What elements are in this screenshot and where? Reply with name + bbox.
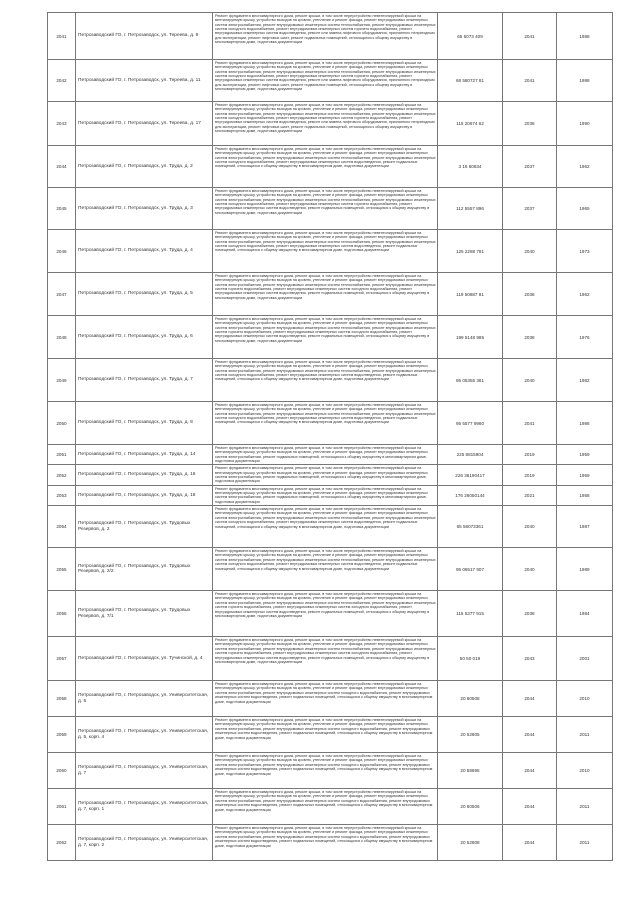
address-cell: Петрозаводский ГО, г. Петрозаводск, ул. Тереева, д. 9 — [76, 13, 213, 60]
work-description-cell: Ремонт фундамента многоквартирного дома, ремонт крыши, в том числе переустройство невентилируемой крыши на вентилируемую крышу, устройство выходов на кровлю, утепление и ремонт фасада, ремонт внутридомовых инженерных систем электроснабжения, ремонт внутридомовых инженерных систем теплоснабжения, ремонт внутридомовых инженерных систем горячего водоснабжения, ремонт внутридомовых инженерных систем холодного водоснабжения, ремонт внутридомовых инженерных систем водоотведения, ремонт подвальных помещений, относящихся к общему имуществу в многоквартирном доме, подготовка документации — [213, 316, 438, 359]
cost-cell: 119 50887 81 — [438, 273, 503, 316]
build-year-cell: 2011 — [557, 789, 613, 825]
build-year-cell: 2010 — [557, 753, 613, 789]
row-number: 2050 — [48, 402, 76, 445]
table-row — [48, 146, 613, 188]
work-description-cell: Ремонт фундамента многоквартирного дома, ремонт крыши, в том числе переустройство невентилируемой крыши на вентилируемую крышу, устройство выходов на кровлю, утепление и ремонт фасада, ремонт внутридомовых инженерных систем электроснабжения, ремонт внутридомовых инженерных систем теплоснабжения, ремонт внутридомовых инженерных систем холодного водоснабжения, ремонт внутридомовых инженерных систем горячего водоснабжения, ремонт внутридомовых инженерных систем водоотведения, ремонт подвальных помещений, относящихся к общему имуществу в многоквартирном доме, подготовка документации — [213, 188, 438, 230]
address-cell: Петрозаводский ГО, г. Петрозаводск, ул. Труда, д. 4 — [76, 230, 213, 273]
table-body — [48, 13, 613, 861]
row-number: 2047 — [48, 273, 76, 316]
table-row — [48, 445, 613, 465]
work-description-cell: Ремонт фундамента многоквартирного дома, ремонт крыши, в том числе переустройство невентилируемой крыши на вентилируемую крышу, устройство выходов на кровлю, утепление и ремонт фасада, ремонт внутридомовых инженерных систем электроснабжения, ремонт внутридомовых инженерных систем теплоснабжения, ремонт внутридомовых инженерных систем холодного водоснабжения, ремонт внутридомовых инженерных систем горячего водоснабжения, ремонт внутридомовых инженерных систем водоотведения, ремонт или замена лифтового оборудования, признанного непригодным для эксплуатации, ремонт лифтовых шахт, ремонт подвальных помещений, относящихся к общему имуществу в многоквартирном доме, подготовка документации — [213, 60, 438, 102]
build-year-cell: 1982 — [557, 359, 613, 402]
table-row — [48, 753, 613, 789]
planned-year-cell: 2044 — [503, 681, 557, 717]
cost-cell: 68 580727 81 — [438, 60, 503, 102]
build-year-cell: 1988 — [557, 60, 613, 102]
planned-year-cell: 2037 — [503, 188, 557, 230]
planned-year-cell: 2044 — [503, 753, 557, 789]
address-cell: Петрозаводский ГО, г. Петрозаводск, ул. Тереева, д. 11 — [76, 60, 213, 102]
planned-year-cell: 2019 — [503, 445, 557, 465]
address-cell: Петрозаводский ГО, г. Петрозаводск, ул. Труда, д. 5 — [76, 273, 213, 316]
address-cell: Петрозаводский ГО, г. Петрозаводск, ул. Университетская, д. 7, корп. 2 — [76, 825, 213, 861]
address-cell: Петрозаводский ГО, г. Петрозаводск, ул. Труда, д. 14 — [76, 445, 213, 465]
planned-year-cell: 2040 — [503, 548, 557, 591]
cost-cell: 20 60506 — [438, 789, 503, 825]
work-description-cell: Ремонт фундамента многоквартирного дома, ремонт крыши, в том числе переустройство невентилируемой крыши на вентилируемую крышу, устройство выходов на кровлю, утепление и ремонт фасада, ремонт внутридомовых инженерных систем электроснабжения, ремонт подвальных помещений, относящихся к общему имуществу в многоквартирном доме, подготовка документации — [213, 485, 438, 505]
planned-year-cell: 2037 — [503, 146, 557, 188]
work-description-cell: Ремонт фундамента многоквартирного дома, ремонт крыши, в том числе переустройство невентилируемой крыши на вентилируемую крышу, устройство выходов на кровлю, утепление и ремонт фасада, ремонт внутридомовых инженерных систем электроснабжения, ремонт внутридомовых инженерных систем холодного водоснабжения, ремонт внутридомовых инженерных систем водоотведения, ремонт подвальных помещений, относящихся к общему имуществу в многоквартирном доме, подготовка документации — [213, 753, 438, 789]
work-description-cell: Ремонт фундамента многоквартирного дома, ремонт крыши, в том числе переустройство невентилируемой крыши на вентилируемую крышу, устройство выходов на кровлю, утепление и ремонт фасада, ремонт внутридомовых инженерных систем электроснабжения, ремонт внутридомовых инженерных систем холодного водоснабжения, ремонт внутридомовых инженерных систем водоотведения, ремонт подвальных помещений, относящихся к общему имуществу в многоквартирном доме, подготовка документации — [213, 789, 438, 825]
table-row — [48, 465, 613, 485]
planned-year-cell: 2041 — [503, 60, 557, 102]
build-year-cell: 2011 — [557, 825, 613, 861]
work-description-cell: Ремонт фундамента многоквартирного дома, ремонт крыши, в том числе переустройство невентилируемой крыши на вентилируемую крышу, устройство выходов на кровлю, утепление и ремонт фасада, ремонт внутридомовых инженерных систем электроснабжения, ремонт внутридомовых инженерных систем теплоснабжения, ремонт внутридомовых инженерных систем горячего водоснабжения, ремонт внутридомовых инженерных систем холодного водоснабжения, ремонт внутридомовых инженерных систем водоотведения, ремонт подвальных помещений, относящихся к общему имуществу в многоквартирном доме, подготовка документации — [213, 637, 438, 681]
planned-year-cell: 2021 — [503, 485, 557, 505]
table-row — [48, 825, 613, 861]
cost-cell: 95 05355 381 — [438, 359, 503, 402]
address-cell: Петрозаводский ГО, г. Петрозаводск, ул. Университетская, д. 5 — [76, 681, 213, 717]
row-number: 2052 — [48, 465, 76, 485]
table-row — [48, 273, 613, 316]
planned-year-cell: 2040 — [503, 359, 557, 402]
table-row — [48, 548, 613, 591]
planned-year-cell: 2038 — [503, 591, 557, 637]
planned-year-cell: 2019 — [503, 465, 557, 485]
table-row — [48, 359, 613, 402]
work-description-cell: Ремонт фундамента многоквартирного дома, ремонт крыши, в том числе переустройство невентилируемой крыши на вентилируемую крышу, устройство выходов на кровлю, утепление и ремонт фасада, ремонт внутридомовых инженерных систем электроснабжения, ремонт внутридомовых инженерных систем теплоснабжения, ремонт внутридомовых инженерных систем холодного водоснабжения, ремонт внутридомовых инженерных систем горячего водоснабжения, ремонт внутридомовых инженерных систем водоотведения, ремонт или замена лифтового оборудования, признанного непригодным для эксплуатации, ремонт лифтовых шахт, ремонт подвальных помещений, относящихся к общему имуществу в многоквартирном доме, подготовка документации — [213, 102, 438, 146]
build-year-cell: 1976 — [557, 316, 613, 359]
cost-cell: 95 06517 907 — [438, 548, 503, 591]
work-description-cell: Ремонт фундамента многоквартирного дома, ремонт крыши, в том числе переустройство невентилируемой крыши на вентилируемую крышу, устройство выходов на кровлю, утепление и ремонт фасада, ремонт внутридомовых инженерных систем электроснабжения, ремонт внутридомовых инженерных систем теплоснабжения, ремонт внутридомовых инженерных систем горячего водоснабжения, ремонт внутридомовых инженерных систем холодного водоснабжения, ремонт внутридомовых инженерных систем водоотведения, ремонт подвальных помещений, относящихся к общему имуществу в многоквартирном доме, подготовка документации — [213, 273, 438, 316]
build-year-cell: 1962 — [557, 146, 613, 188]
table-row — [48, 506, 613, 548]
work-description-cell: Ремонт фундамента многоквартирного дома, ремонт крыши, в том числе переустройство невентилируемой крыши на вентилируемую крышу, устройство выходов на кровлю, утепление и ремонт фасада, ремонт внутридомовых инженерных систем электроснабжения, ремонт внутридомовых инженерных систем холодного водоснабжения, ремонт внутридомовых инженерных систем водоотведения, ремонт подвальных помещений, относящихся к общему имуществу в многоквартирном доме, подготовка документации — [213, 681, 438, 717]
table-row — [48, 717, 613, 753]
address-cell: Петрозаводский ГО, г. Петрозаводск, ул. Университетская, д. 7 — [76, 753, 213, 789]
build-year-cell: 2011 — [557, 717, 613, 753]
row-number: 2060 — [48, 753, 76, 789]
planned-year-cell: 2043 — [503, 637, 557, 681]
capital-repair-table — [47, 12, 613, 861]
row-number: 2057 — [48, 637, 76, 681]
row-number: 2061 — [48, 789, 76, 825]
table-row — [48, 316, 613, 359]
work-description-cell: Ремонт фундамента многоквартирного дома, ремонт крыши, в том числе переустройство невентилируемой крыши на вентилируемую крышу, устройство выходов на кровлю, утепление и ремонт фасада, ремонт внутридомовых инженерных систем электроснабжения, ремонт внутридомовых инженерных систем теплоснабжения, ремонт внутридомовых инженерных систем холодного водоснабжения, ремонт внутридомовых инженерных систем водоотведения, ремонт подвальных помещений, относящихся к общему имуществу в многоквартирном доме, подготовка документации — [213, 506, 438, 548]
address-cell: Петрозаводский ГО, г. Петрозаводск, ул. Университетская, д. 7, корп. 1 — [76, 789, 213, 825]
row-number: 2062 — [48, 825, 76, 861]
work-description-cell: Ремонт фундамента многоквартирного дома, ремонт крыши, в том числе переустройство невентилируемой крыши на вентилируемую крышу, устройство выходов на кровлю, утепление и ремонт фасада, ремонт внутридомовых инженерных систем электроснабжения, ремонт внутридомовых инженерных систем теплоснабжения, ремонт внутридомовых инженерных систем холодного водоснабжения, ремонт внутридомовых инженерных систем водоотведения, ремонт подвальных помещений, относящихся к общему имуществу в многоквартирном доме, подготовка документации — [213, 359, 438, 402]
build-year-cell: 1984 — [557, 591, 613, 637]
work-description-cell: Ремонт фундамента многоквартирного дома, ремонт крыши, в том числе переустройство невентилируемой крыши на вентилируемую крышу, устройство выходов на кровлю, утепление и ремонт фасада, ремонт внутридомовых инженерных систем электроснабжения, ремонт внутридомовых инженерных систем теплоснабжения, ремонт внутридомовых инженерных систем холодного водоснабжения, ремонт внутридомовых инженерных систем водоотведения, ремонт подвальных помещений, относящихся к общему имуществу в многоквартирном доме, подготовка документации — [213, 402, 438, 445]
work-description-cell: Ремонт фундамента многоквартирного дома, ремонт крыши, в том числе переустройство невентилируемой крыши на вентилируемую крышу, устройство выходов на кровлю, утепление и ремонт фасада, ремонт внутридомовых инженерных систем электроснабжения, ремонт внутридомовых инженерных систем теплоснабжения, ремонт внутридомовых инженерных систем холодного водоснабжения, ремонт внутридомовых инженерных систем водоотведения, ремонт подвальных помещений, относящихся к общему имуществу в многоквартирном доме, подготовка документации — [213, 230, 438, 273]
cost-cell: 115 5377 915 — [438, 591, 503, 637]
row-number: 2046 — [48, 230, 76, 273]
build-year-cell: 2001 — [557, 637, 613, 681]
cost-cell: 176 26050144 — [438, 485, 503, 505]
cost-cell: 225 8815904 — [438, 445, 503, 465]
table-row — [48, 102, 613, 146]
cost-cell: 125 2288 781 — [438, 230, 503, 273]
row-number: 2044 — [48, 146, 76, 188]
table-row — [48, 13, 613, 60]
work-description-cell: Ремонт фундамента многоквартирного дома, ремонт крыши, в том числе переустройство невентилируемой крыши на вентилируемую крышу, устройство выходов на кровлю, утепление и ремонт фасада, ремонт внутридомовых инженерных систем электроснабжения, ремонт внутридомовых инженерных систем теплоснабжения, ремонт внутридомовых инженерных систем холодного водоснабжения, ремонт внутридомовых инженерных систем водоотведения, ремонт подвальных помещений, относящихся к общему имуществу в многоквартирном доме, подготовка документации — [213, 548, 438, 591]
cost-cell: 20 60508 — [438, 681, 503, 717]
work-description-cell: Ремонт фундамента многоквартирного дома, ремонт крыши, в том числе переустройство невентилируемой крыши на вентилируемую крышу, устройство выходов на кровлю, утепление и ремонт фасада, ремонт внутридомовых инженерных систем электроснабжения, ремонт внутридомовых инженерных систем теплоснабжения, ремонт внутридомовых инженерных систем горячего водоснабжения, ремонт внутридомовых инженерных систем холодного водоснабжения, ремонт внутридомовых инженерных систем водоотведения, ремонт подвальных помещений, относящихся к общему имуществу в многоквартирном доме, подготовка документации — [213, 591, 438, 637]
planned-year-cell: 2040 — [503, 506, 557, 548]
address-cell: Петрозаводский ГО, г. Петрозаводск, ул. Труда, д. 16 — [76, 465, 213, 485]
row-number: 2051 — [48, 445, 76, 465]
row-number: 2048 — [48, 316, 76, 359]
table-row — [48, 60, 613, 102]
address-cell: Петрозаводский ГО, г. Петрозаводск, ул. Труда, д. 6 — [76, 316, 213, 359]
planned-year-cell: 2038 — [503, 273, 557, 316]
address-cell: Петрозаводский ГО, г. Петрозаводск, ул. Труда, д. 18 — [76, 485, 213, 505]
table-row — [48, 789, 613, 825]
planned-year-cell: 2044 — [503, 825, 557, 861]
cost-cell: 95 5577 9960 — [438, 402, 503, 445]
build-year-cell: 1959 — [557, 445, 613, 465]
build-year-cell: 1987 — [557, 506, 613, 548]
planned-year-cell: 2041 — [503, 402, 557, 445]
work-description-cell: Ремонт фундамента многоквартирного дома, ремонт крыши, в том числе переустройство невентилируемой крыши на вентилируемую крышу, устройство выходов на кровлю, утепление и ремонт фасада, ремонт внутридомовых инженерных систем электроснабжения, ремонт внутридомовых инженерных систем теплоснабжения, ремонт внутридомовых инженерных систем холодного водоснабжения, ремонт внутридомовых инженерных систем горячего водоснабжения, ремонт внутридомовых инженерных систем водоотведения, ремонт или замена лифтового оборудования, признанного непригодным для эксплуатации, ремонт лифтовых шахт, ремонт подвальных помещений, относящихся к общему имуществу в многоквартирном доме, подготовка документации — [213, 13, 438, 60]
planned-year-cell: 2041 — [503, 13, 557, 60]
build-year-cell: 1973 — [557, 230, 613, 273]
address-cell: Петрозаводский ГО, г. Петрозаводск, ул. Трудовых Резервов, д. 2 — [76, 506, 213, 548]
build-year-cell: 2010 — [557, 681, 613, 717]
planned-year-cell: 2044 — [503, 789, 557, 825]
build-year-cell: 1965 — [557, 188, 613, 230]
table-row — [48, 591, 613, 637]
work-description-cell: Ремонт фундамента многоквартирного дома, ремонт крыши, в том числе переустройство невентилируемой крыши на вентилируемую крышу, устройство выходов на кровлю, утепление и ремонт фасада, ремонт внутридомовых инженерных систем электроснабжения, ремонт подвальных помещений, относящихся к общему имуществу в многоквартирном доме, подготовка документации — [213, 445, 438, 465]
row-number: 2055 — [48, 548, 76, 591]
row-number: 2056 — [48, 591, 76, 637]
build-year-cell: 1990 — [557, 102, 613, 146]
cost-cell: 50 50 019 — [438, 637, 503, 681]
planned-year-cell: 2038 — [503, 316, 557, 359]
cost-cell: 226 36190417 — [438, 465, 503, 485]
build-year-cell: 1988 — [557, 13, 613, 60]
table-row — [48, 485, 613, 505]
table-row — [48, 402, 613, 445]
build-year-cell: 1958 — [557, 485, 613, 505]
row-number: 2043 — [48, 102, 76, 146]
cost-cell: 65 58073361 — [438, 506, 503, 548]
cost-cell: 115 20674 62 — [438, 102, 503, 146]
address-cell: Петрозаводский ГО, г. Петрозаводск, ул. Университетская, д. 5, корп. 4 — [76, 717, 213, 753]
build-year-cell: 1986 — [557, 402, 613, 445]
cost-cell: 3 16 60834 — [438, 146, 503, 188]
cost-cell: 112 5557 896 — [438, 188, 503, 230]
address-cell: Петрозаводский ГО, г. Петрозаводск, ул. Труда, д. 7 — [76, 359, 213, 402]
table-row — [48, 230, 613, 273]
build-year-cell: 1959 — [557, 465, 613, 485]
cost-cell: 199 5148 985 — [438, 316, 503, 359]
work-description-cell: Ремонт фундамента многоквартирного дома, ремонт крыши, в том числе переустройство невентилируемой крыши на вентилируемую крышу, устройство выходов на кровлю, утепление и ремонт фасада, ремонт внутридомовых инженерных систем электроснабжения, ремонт внутридомовых инженерных систем теплоснабжения, ремонт внутридомовых инженерных систем холодного водоснабжения, ремонт внутридомовых инженерных систем водоотведения, ремонт подвальных помещений, относящихся к общему имуществу в многоквартирном доме, подготовка документации — [213, 146, 438, 188]
row-number: 2054 — [48, 506, 76, 548]
cost-cell: 65 5073 409 — [438, 13, 503, 60]
address-cell: Петрозаводский ГО, г. Петрозаводск, ул. Труда, д. 8 — [76, 402, 213, 445]
table-row — [48, 681, 613, 717]
planned-year-cell: 2040 — [503, 230, 557, 273]
build-year-cell: 1989 — [557, 548, 613, 591]
row-number: 2041 — [48, 13, 76, 60]
address-cell: Петрозаводский ГО, г. Петрозаводск, ул. Тучинской, д. 4 — [76, 637, 213, 681]
cost-cell: 20 58695 — [438, 753, 503, 789]
table-row — [48, 188, 613, 230]
build-year-cell: 1962 — [557, 273, 613, 316]
address-cell: Петрозаводский ГО, г. Петрозаводск, ул. Трудовых Резервов, д. 2/2 — [76, 548, 213, 591]
row-number: 2042 — [48, 60, 76, 102]
table-row — [48, 637, 613, 681]
row-number: 2059 — [48, 717, 76, 753]
planned-year-cell: 2038 — [503, 102, 557, 146]
address-cell: Петрозаводский ГО, г. Петрозаводск, ул. Тереева, д. 17 — [76, 102, 213, 146]
cost-cell: 20 52808 — [438, 825, 503, 861]
work-description-cell: Ремонт фундамента многоквартирного дома, ремонт крыши, в том числе переустройство невентилируемой крыши на вентилируемую крышу, устройство выходов на кровлю, утепление и ремонт фасада, ремонт внутридомовых инженерных систем электроснабжения, ремонт внутридомовых инженерных систем холодного водоснабжения, ремонт внутридомовых инженерных систем водоотведения, ремонт подвальных помещений, относящихся к общему имуществу в многоквартирном доме, подготовка документации — [213, 825, 438, 861]
address-cell: Петрозаводский ГО, г. Петрозаводск, ул. Труда, д. 3 — [76, 188, 213, 230]
work-description-cell: Ремонт фундамента многоквартирного дома, ремонт крыши, в том числе переустройство невентилируемой крыши на вентилируемую крышу, устройство выходов на кровлю, утепление и ремонт фасада, ремонт внутридомовых инженерных систем электроснабжения, ремонт подвальных помещений, относящихся к общему имуществу в многоквартирном доме, подготовка документации — [213, 465, 438, 485]
row-number: 2045 — [48, 188, 76, 230]
address-cell: Петрозаводский ГО, г. Петрозаводск, ул. Трудовых Резервов, д. 7/1 — [76, 591, 213, 637]
cost-cell: 20 52805 — [438, 717, 503, 753]
work-description-cell: Ремонт фундамента многоквартирного дома, ремонт крыши, в том числе переустройство невентилируемой крыши на вентилируемую крышу, устройство выходов на кровлю, утепление и ремонт фасада, ремонт внутридомовых инженерных систем электроснабжения, ремонт внутридомовых инженерных систем холодного водоснабжения, ремонт внутридомовых инженерных систем водоотведения, ремонт подвальных помещений, относящихся к общему имуществу в многоквартирном доме, подготовка документации — [213, 717, 438, 753]
row-number: 2049 — [48, 359, 76, 402]
row-number: 2058 — [48, 681, 76, 717]
planned-year-cell: 2044 — [503, 717, 557, 753]
address-cell: Петрозаводский ГО, г. Петрозаводск, ул. Труда, д. 2 — [76, 146, 213, 188]
row-number: 2053 — [48, 485, 76, 505]
